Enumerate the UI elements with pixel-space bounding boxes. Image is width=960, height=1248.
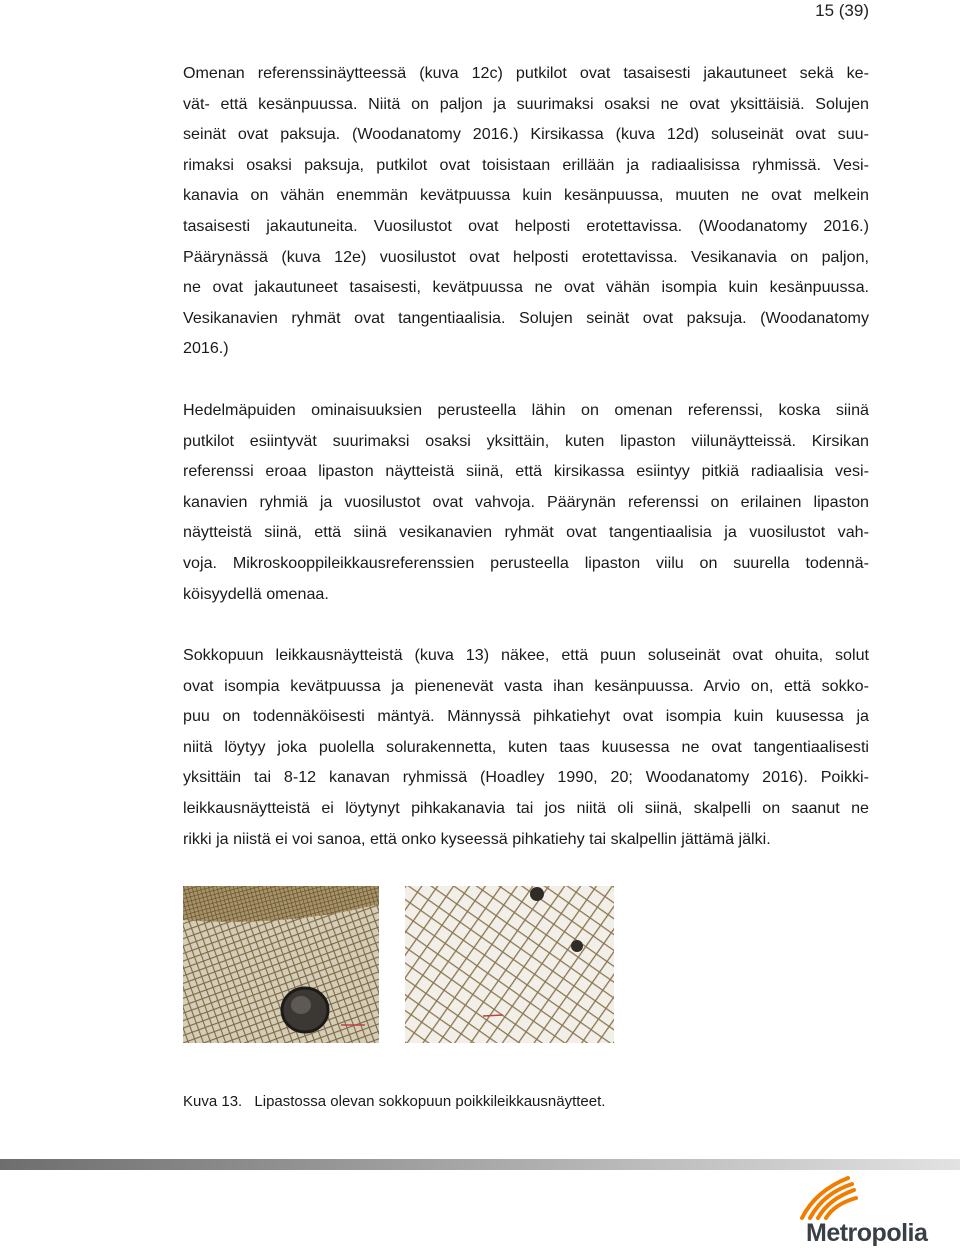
text-line: Hedelmäpuiden ominaisuuksien perusteella lähin on omenan referenssi, koska siinä <box>183 400 869 419</box>
micrograph-right-background <box>405 886 614 1043</box>
text-line: seinät ovat paksuja. (Woodanatomy 2016.) Kirsikassa (kuva 12d) soluseinät ovat suu- <box>183 125 869 144</box>
text-line: Päärynässä (kuva 12e) vuosilustot ovat helposti erotettavissa. Vesikanavia on paljon, <box>183 247 869 266</box>
logo-wordmark: Metropolia <box>806 1219 928 1247</box>
resin-bubble-highlight <box>291 996 311 1014</box>
figure-caption <box>183 1092 605 1112</box>
micrograph-red-mark <box>483 1015 503 1016</box>
figure-image-micrograph <box>183 886 614 1043</box>
text-line: Omenan referenssinäytteessä (kuva 12c) putkilot ovat tasaisesti jakautuneet sekä ke- <box>183 64 869 82</box>
text-line: kanavia on vähän enemmän kevätpuussa kuin kesänpuussa, muuten ne ovat melkein <box>183 186 869 205</box>
text-line: rikki ja niistä ei voi sanoa, että onko kyseessä pihkatiehy tai skalpellin jättämä jälki. <box>183 829 771 848</box>
text-line: Sokkopuun leikkausnäytteistä (kuva 13) näkee, että puun soluseinät ovat ohuita, solut <box>183 646 869 665</box>
page-number: 15 (39) <box>815 1 869 20</box>
text-line: puu on todennäköisesti mäntyä. Männyssä pihkatiehyt ovat isompia kuin kuusessa ja <box>183 707 869 726</box>
text-line: näytteistä siinä, että siinä vesikanavien ryhmät ovat tangentiaalisia ja vuosilustot vah- <box>183 523 869 542</box>
resin-bubble-small <box>571 940 583 952</box>
resin-bubble-small <box>530 887 544 901</box>
text-line: leikkausnäytteistä ei löytynyt pihkakanavia tai jos niitä oli siinä, skalpelli on saanut ne <box>183 799 869 818</box>
text-line: putkilot esiintyvät suurimaksi osaksi yksittäin, kuten lipaston viilunäytteissä. Kirsikan <box>183 431 869 450</box>
text-line: voja. Mikroskooppileikkausreferenssien perusteella lipaston viilu on suurella todennä- <box>183 553 869 572</box>
body-text <box>183 58 869 854</box>
paragraph-2 <box>183 395 869 609</box>
text-line: ovat isompia kevätpuussa ja pienenevät vasta ihan kesänpuussa. Arvio on, että sokko- <box>183 676 869 695</box>
text-line: niitä löytyy joka puolella solurakennetta, kuten taas kuusessa ne ovat tangentiaalisesti <box>183 737 869 756</box>
paragraph-3 <box>183 640 869 854</box>
text-line: yksittäin tai 8-12 kanavan ryhmissä (Hoadley 1990, 20; Woodanatomy 2016). Poikki- <box>183 768 869 787</box>
caption-text: Lipastossa olevan sokkopuun poikkileikkausnäytteet. <box>254 1093 606 1110</box>
text-line: köisyydellä omenaa. <box>183 584 329 603</box>
text-line: vät- että kesänpuussa. Niitä on paljon ja suurimaksi osaksi ne ovat yksittäisiä. Solujen <box>183 94 869 113</box>
text-line: kanavien ryhmiä ja vuosilustot ovat vahvoja. Päärynän referenssi on erilainen lipaston <box>183 492 869 511</box>
caption-label: Kuva 13. <box>183 1093 243 1110</box>
text-line: referenssi eroaa lipaston näytteistä siinä, että kirsikassa esiintyy pitkiä radiaalisia vesi- <box>183 462 869 481</box>
text-line: tasaisesti jakautuneita. Vuosilustot ovat helposti erotettavissa. (Woodanatomy 2016.) <box>183 216 869 235</box>
paragraph-1 <box>183 58 869 364</box>
text-line: ne ovat jakautuneet tasaisesti, kevätpuussa ne ovat vähän isompia kuin kesänpuussa. <box>183 278 869 297</box>
text-line: rimaksi osaksi paksuja, putkilot ovat toisistaan erillään ja radiaalisissa ryhmissä. Vesi- <box>183 155 869 174</box>
text-line: 2016.) <box>183 339 229 358</box>
text-line: Vesikanavien ryhmät ovat tangentiaalisia. Solujen seinät ovat paksuja. (Woodanatomy <box>183 308 869 327</box>
